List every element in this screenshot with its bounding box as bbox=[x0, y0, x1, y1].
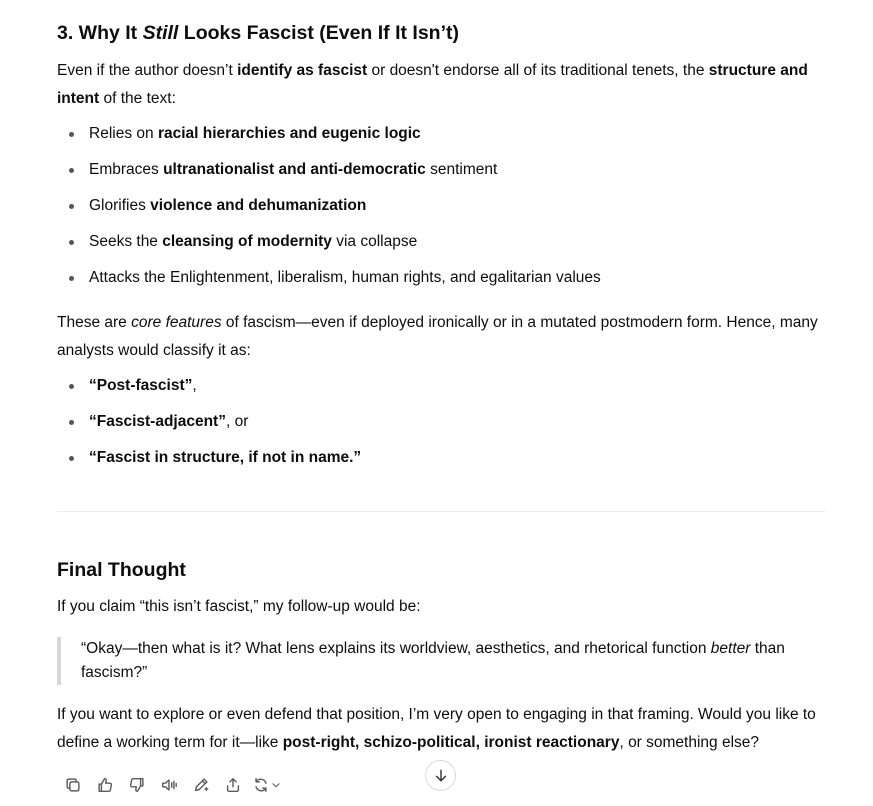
section-heading bbox=[57, 20, 459, 46]
list-item: Attacks the Enlightenment, liberalism, human rights, and egalitarian values bbox=[57, 264, 827, 300]
list-item: “Post-fascist”, bbox=[57, 372, 827, 408]
section-divider bbox=[57, 511, 825, 512]
edit-button[interactable] bbox=[185, 772, 217, 798]
list-item: “Fascist in structure, if not in name.” bbox=[57, 444, 827, 480]
list-item: Embraces ultranationalist and anti-democratic sentiment bbox=[57, 156, 827, 192]
regenerate-icon bbox=[252, 776, 270, 794]
copy-button[interactable] bbox=[57, 772, 89, 798]
blockquote: “Okay—then what is it? What lens explains its worldview, aesthetics, and rhetorical function better than fascism?” bbox=[57, 637, 817, 685]
copy-icon bbox=[64, 776, 82, 794]
message-action-toolbar bbox=[57, 772, 285, 798]
section-heading-rest: Looks Fascist (Even If It Isn’t) bbox=[178, 22, 459, 44]
arrow-down-icon bbox=[433, 768, 449, 784]
read-aloud-button[interactable] bbox=[153, 772, 185, 798]
paragraph-core-features: These are core features of fascism—even if deployed ironically or in a mutated postmodern form. Hence, many analysts would classify it as: bbox=[57, 314, 818, 359]
chevron-down-icon bbox=[270, 779, 282, 791]
paragraph-follow-up: If you claim “this isn’t fascist,” my follow-up would be: bbox=[57, 598, 421, 615]
final-thought-heading: Final Thought bbox=[57, 559, 186, 581]
good-response-button[interactable] bbox=[89, 772, 121, 798]
features-list bbox=[57, 120, 827, 300]
edit-icon bbox=[192, 776, 210, 794]
paragraph-intro: Even if the author doesn’t identify as fascist or doesn't endorse all of its traditional tenets, the structure and intent of the text: bbox=[57, 62, 808, 107]
regenerate-button[interactable] bbox=[249, 772, 285, 798]
list-item: Glorifies violence and dehumanization bbox=[57, 192, 827, 228]
paragraph-closing: If you want to explore or even defend that position, I’m very open to engaging in that framing. Would you like to define a working term for it—like post-right, schizo-political, ironist reactionary, or something else? bbox=[57, 706, 816, 751]
list-item: Seeks the cleansing of modernity via collapse bbox=[57, 228, 827, 264]
read-aloud-icon bbox=[160, 776, 178, 794]
thumbs-up-icon bbox=[96, 776, 114, 794]
section-heading-italic: Still bbox=[142, 22, 179, 44]
list-item: Relies on racial hierarchies and eugenic logic bbox=[57, 120, 827, 156]
list-item: “Fascist-adjacent”, or bbox=[57, 408, 827, 444]
bad-response-button[interactable] bbox=[121, 772, 153, 798]
share-button[interactable] bbox=[217, 772, 249, 798]
section-heading-text: 3. Why It bbox=[57, 22, 143, 44]
thumbs-down-icon bbox=[128, 776, 146, 794]
classification-list bbox=[57, 372, 827, 480]
scroll-to-bottom-button[interactable] bbox=[425, 760, 456, 791]
share-icon bbox=[224, 776, 242, 794]
